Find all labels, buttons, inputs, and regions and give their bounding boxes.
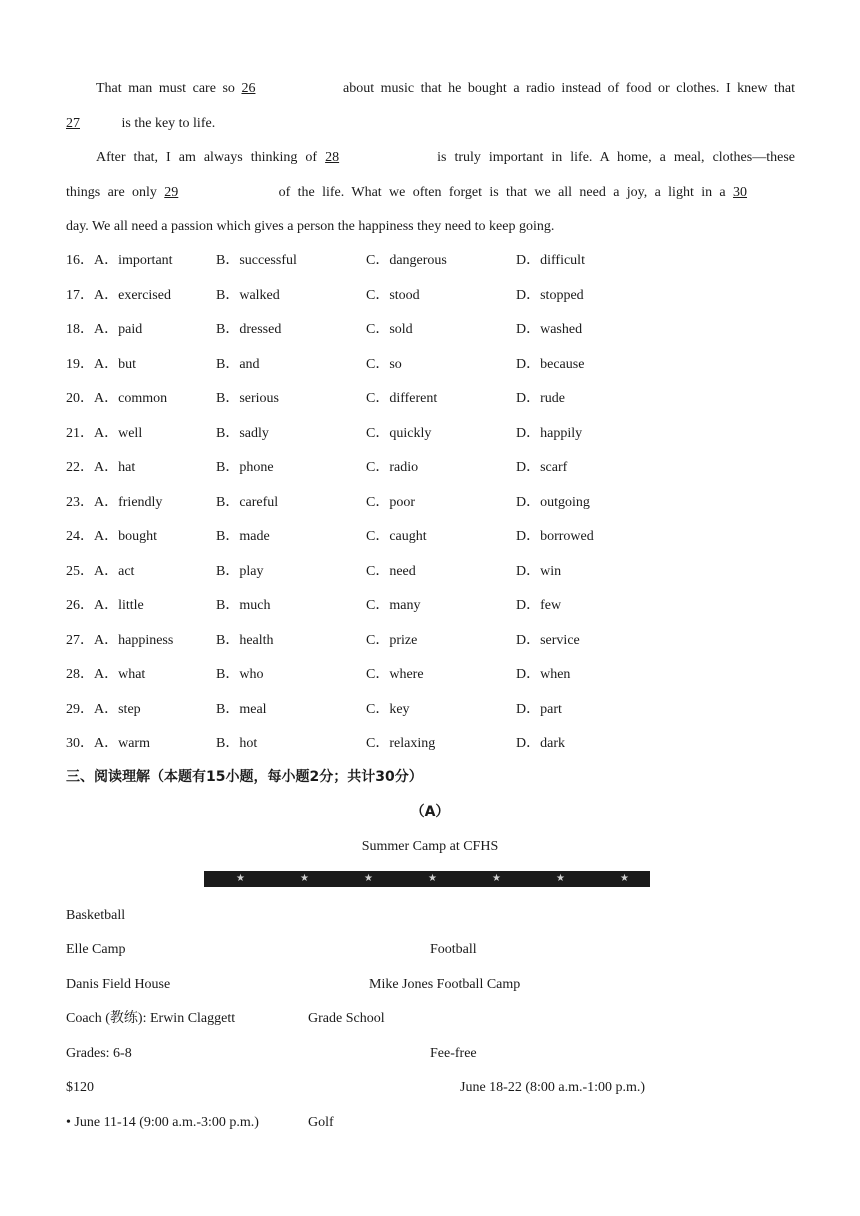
question-row bbox=[66, 701, 141, 719]
option-a: A．what bbox=[94, 667, 146, 682]
option-d: D．borrowed bbox=[516, 529, 594, 544]
question-row bbox=[66, 632, 173, 650]
option-a: A．happiness bbox=[94, 633, 174, 648]
passage-text: That man must care so bbox=[96, 81, 235, 96]
question-row bbox=[66, 287, 171, 305]
option-d: D．when bbox=[516, 667, 571, 682]
option-d: D．difficult bbox=[516, 253, 585, 268]
option-a: A．important bbox=[94, 253, 173, 268]
blank-29: 29 bbox=[164, 185, 179, 200]
option-a: A．bought bbox=[94, 529, 157, 544]
question-row bbox=[66, 735, 150, 753]
option-d: D．scarf bbox=[516, 460, 568, 475]
option-c: C．so bbox=[366, 357, 402, 372]
option-c: C．where bbox=[366, 667, 424, 682]
blank-27: 27 bbox=[66, 116, 80, 131]
option-c: C．need bbox=[366, 564, 416, 579]
option-b: B．sadly bbox=[216, 426, 269, 441]
option-b: B．made bbox=[216, 529, 270, 544]
option-a: A．step bbox=[94, 702, 141, 717]
passage-text: about music that he bought a radio instead of food or clothes. I knew that bbox=[343, 81, 796, 96]
question-number: 26． bbox=[66, 598, 94, 613]
option-c: C．different bbox=[366, 391, 438, 406]
option-a: A．paid bbox=[94, 322, 143, 337]
option-b: B．who bbox=[216, 667, 264, 682]
decorative-banner bbox=[204, 871, 650, 887]
question-number: 22． bbox=[66, 460, 94, 475]
option-b: B．successful bbox=[216, 253, 297, 268]
blank-28: 28 bbox=[325, 150, 340, 165]
question-row bbox=[66, 459, 135, 477]
star-icon: ★ bbox=[492, 873, 501, 884]
option-a: A．little bbox=[94, 598, 144, 613]
option-d: D．part bbox=[516, 702, 562, 717]
option-d: D．dark bbox=[516, 736, 565, 751]
question-row bbox=[66, 494, 162, 512]
star-icon: ★ bbox=[556, 873, 565, 884]
star-icon: ★ bbox=[236, 873, 245, 884]
star-icon: ★ bbox=[620, 873, 629, 884]
option-b: B．walked bbox=[216, 288, 280, 303]
question-row bbox=[66, 528, 157, 546]
option-c: C．sold bbox=[366, 322, 413, 337]
camp-grade-school: Grade School bbox=[308, 1011, 385, 1026]
passage-text: is truly important in life. A home, a meal, clothes—these bbox=[437, 150, 795, 165]
camp-price: $120 bbox=[66, 1080, 94, 1095]
option-a: A．but bbox=[94, 357, 136, 372]
option-b: B．meal bbox=[216, 702, 267, 717]
question-row bbox=[66, 666, 145, 684]
option-b: B．much bbox=[216, 598, 271, 613]
option-d: D．because bbox=[516, 357, 585, 372]
option-c: C．dangerous bbox=[366, 253, 447, 268]
option-b: B．serious bbox=[216, 391, 279, 406]
option-a: A．common bbox=[94, 391, 168, 406]
option-c: C．prize bbox=[366, 633, 418, 648]
option-b: B．dressed bbox=[216, 322, 282, 337]
option-c: C．quickly bbox=[366, 426, 432, 441]
camp-coach: Coach (教练): Erwin Claggett bbox=[66, 1011, 236, 1026]
question-number: 29． bbox=[66, 702, 94, 717]
camp-football: Football bbox=[430, 942, 477, 957]
passage-text: of the life. What we often forget is that we all need a joy, a light in a bbox=[278, 185, 726, 200]
camp-june-18: June 18-22 (8:00 a.m.-1:00 p.m.) bbox=[460, 1080, 646, 1095]
question-number: 19． bbox=[66, 357, 94, 372]
option-d: D．few bbox=[516, 598, 562, 613]
star-icon: ★ bbox=[300, 873, 309, 884]
passage-line-1 bbox=[66, 80, 795, 98]
camp-title: Summer Camp at CFHS bbox=[361, 839, 499, 854]
question-row bbox=[66, 597, 144, 615]
question-number: 17． bbox=[66, 288, 94, 303]
question-row bbox=[66, 563, 134, 581]
question-number: 24． bbox=[66, 529, 94, 544]
option-d: D．outgoing bbox=[516, 495, 590, 510]
option-a: A．friendly bbox=[94, 495, 163, 510]
option-c: C．relaxing bbox=[366, 736, 436, 751]
option-a: A．act bbox=[94, 564, 135, 579]
passage-text: things are only bbox=[66, 185, 157, 200]
camp-basketball: Basketball bbox=[66, 908, 126, 923]
camp-mike-jones: Mike Jones Football Camp bbox=[369, 977, 521, 992]
question-number: 21． bbox=[66, 426, 94, 441]
camp-june-11: • June 11-14 (9:00 a.m.-3:00 p.m.) bbox=[66, 1115, 259, 1130]
option-c: C．many bbox=[366, 598, 421, 613]
blank-26: 26 bbox=[241, 81, 256, 96]
option-b: B．phone bbox=[216, 460, 274, 475]
question-number: 20． bbox=[66, 391, 94, 406]
camp-golf: Golf bbox=[308, 1115, 334, 1130]
option-c: C．stood bbox=[366, 288, 420, 303]
question-row bbox=[66, 252, 173, 270]
camp-grades: Grades: 6-8 bbox=[66, 1046, 132, 1061]
question-row bbox=[66, 356, 136, 374]
question-number: 18． bbox=[66, 322, 94, 337]
option-b: B．and bbox=[216, 357, 260, 372]
option-c: C．key bbox=[366, 702, 410, 717]
passage-text: is the key to life. bbox=[121, 116, 216, 131]
passage-line-3 bbox=[66, 149, 795, 167]
option-a: A．hat bbox=[94, 460, 136, 475]
section-title: 三、阅读理解（本题有15小题，每小题2分；共计30分） bbox=[66, 769, 423, 785]
option-d: D．washed bbox=[516, 322, 583, 337]
question-number: 30． bbox=[66, 736, 94, 751]
option-b: B．careful bbox=[216, 495, 279, 510]
option-d: D．rude bbox=[516, 391, 565, 406]
question-number: 23． bbox=[66, 495, 94, 510]
option-a: A．warm bbox=[94, 736, 150, 751]
option-a: A．exercised bbox=[94, 288, 171, 303]
camp-elle: Elle Camp bbox=[66, 942, 126, 957]
question-row bbox=[66, 390, 167, 408]
star-icon: ★ bbox=[428, 873, 437, 884]
option-d: D．happily bbox=[516, 426, 583, 441]
passage-text: After that, I am always thinking of bbox=[96, 150, 318, 165]
option-d: D．service bbox=[516, 633, 580, 648]
passage-line-2 bbox=[66, 115, 215, 133]
passage-line-5: day. We all need a passion which gives a person the happiness they need to keep going. bbox=[66, 219, 555, 234]
part-label: （A） bbox=[410, 804, 450, 820]
question-row bbox=[66, 321, 142, 339]
option-c: C．caught bbox=[366, 529, 427, 544]
option-b: B．health bbox=[216, 633, 274, 648]
passage-line-4 bbox=[66, 184, 795, 202]
blank-30: 30 bbox=[733, 185, 748, 200]
option-b: B．play bbox=[216, 564, 264, 579]
option-c: C．poor bbox=[366, 495, 415, 510]
star-icon: ★ bbox=[364, 873, 373, 884]
camp-fee-free: Fee-free bbox=[430, 1046, 477, 1061]
question-number: 16． bbox=[66, 253, 94, 268]
question-number: 25． bbox=[66, 564, 94, 579]
option-c: C．radio bbox=[366, 460, 419, 475]
question-number: 27． bbox=[66, 633, 94, 648]
option-d: D．stopped bbox=[516, 288, 584, 303]
question-number: 28． bbox=[66, 667, 94, 682]
camp-danis-field-house: Danis Field House bbox=[66, 977, 171, 992]
option-b: B．hot bbox=[216, 736, 258, 751]
option-a: A．well bbox=[94, 426, 143, 441]
question-row bbox=[66, 425, 142, 443]
option-d: D．win bbox=[516, 564, 562, 579]
